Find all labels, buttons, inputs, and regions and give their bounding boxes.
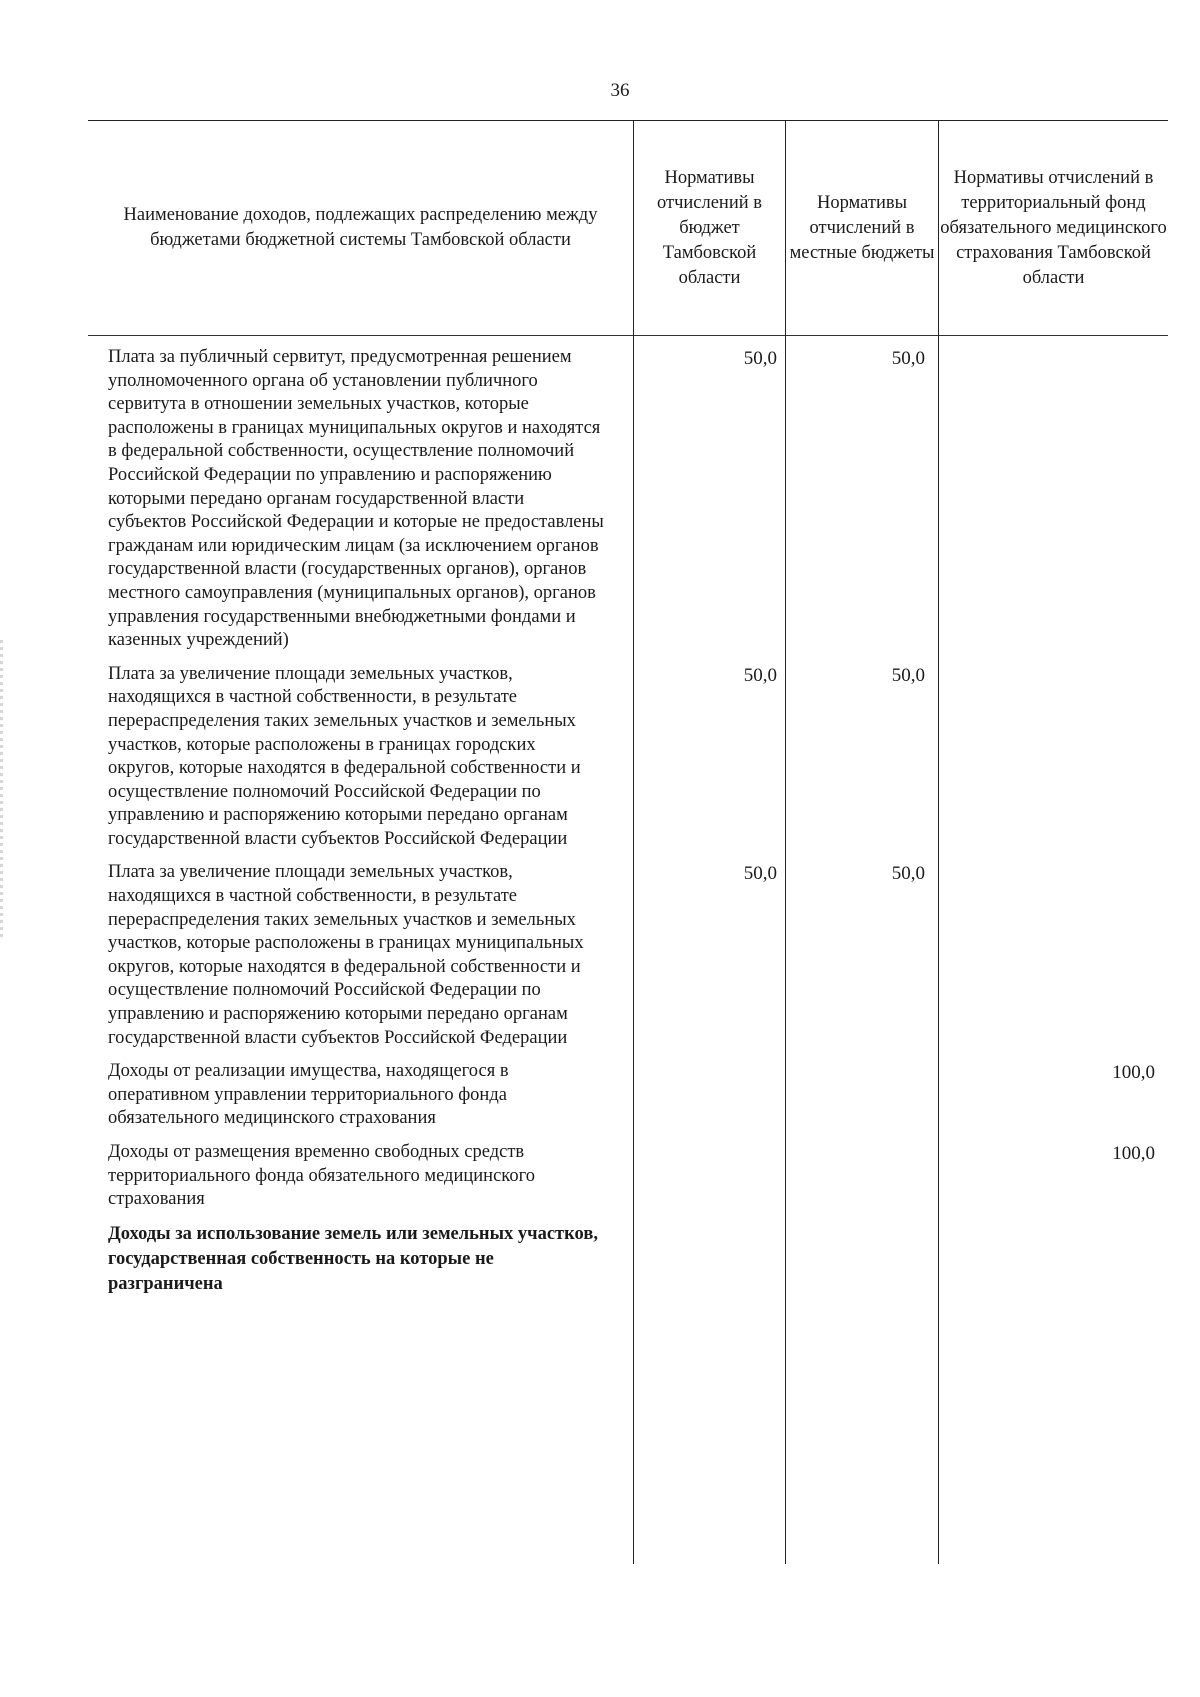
regional-rate: 50,0 [743, 863, 777, 885]
scan-artifact [0, 640, 3, 940]
table-row [88, 663, 1168, 852]
local-rate: 50,0 [891, 348, 925, 369]
header-medical-fund: Нормативы отчислений в территориальный фонд обязательного медицинского страхования Тамбовской области [940, 167, 1167, 288]
income-name: Плата за увеличение площади земельных участков, находящихся в частной собственности, в результате перераспределения таких земельных участков и земельных участков, которые расположены в границах муниципальных округов, которые находятся в федеральной собственности и осуществление полномочий Российской Федерации по управлению и распоряжению которыми передано органам государственной власти субъектов Российской Федерации [108, 862, 584, 1048]
table-row [88, 346, 1168, 653]
table-row [88, 1141, 1168, 1212]
table-top-border [88, 120, 1168, 121]
header-income-name: Наименование доходов, подлежащих распределению между бюджетами бюджетной системы Тамбовской области [123, 205, 598, 250]
income-group-heading: Доходы за использование земель или земельных участков, государственная собственность на которые не разграничена [108, 1223, 598, 1294]
table-row [88, 861, 1168, 1050]
table-body [88, 346, 1168, 1307]
regional-rate: 50,0 [743, 664, 777, 686]
fund-rate: 100,0 [1112, 1062, 1155, 1084]
regional-rate: 50,0 [743, 348, 777, 369]
fund-rate: 100,0 [1112, 1143, 1155, 1164]
table-row [88, 1060, 1168, 1131]
header-regional-budget: Нормативы отчислений в бюджет Тамбовской области [656, 167, 762, 288]
table-header-border [88, 335, 1168, 336]
income-name: Доходы от размещения временно свободных средств территориального фонда обязательного медицинского страхования [108, 1142, 535, 1210]
income-name: Плата за увеличение площади земельных участков, находящихся в частной собственности, в результате перераспределения таких земельных участков и земельных участков, которые расположены в границах городских округов, которые находятся в федеральной собственности и осуществление полномочий Российской Федерации по управлению и распоряжению которыми передано органам государственной власти субъектов Российской Федерации [108, 663, 581, 849]
table-row [88, 1222, 1168, 1297]
header-local-budgets: Нормативы отчислений в местные бюджеты [789, 192, 935, 263]
income-name: Плата за публичный сервитут, предусмотренная решением уполномоченного органа об установлении публичного сервитута в отношении земельных участков, которые расположены в границах муниципальных округов и находятся в федеральной собственности, осуществление полномочий Российской Федерации по управлению и распоряжению которыми передано органам государственной власти субъектов Российской Федерации и которые не предоставлены гражданам или юридическим лицам (за исключением органов государственной власти (государственных органов), органов местного самоуправления (муниципальных органов), органов управления государственными внебюджетными фондами и казенных учреждений) [108, 347, 604, 651]
income-name: Доходы от реализации имущества, находящегося в оперативном управлении территориального фонда обязательного медицинского страхования [108, 1061, 509, 1129]
local-rate: 50,0 [891, 863, 925, 885]
page-number: 36 [610, 80, 630, 101]
local-rate: 50,0 [891, 664, 925, 686]
